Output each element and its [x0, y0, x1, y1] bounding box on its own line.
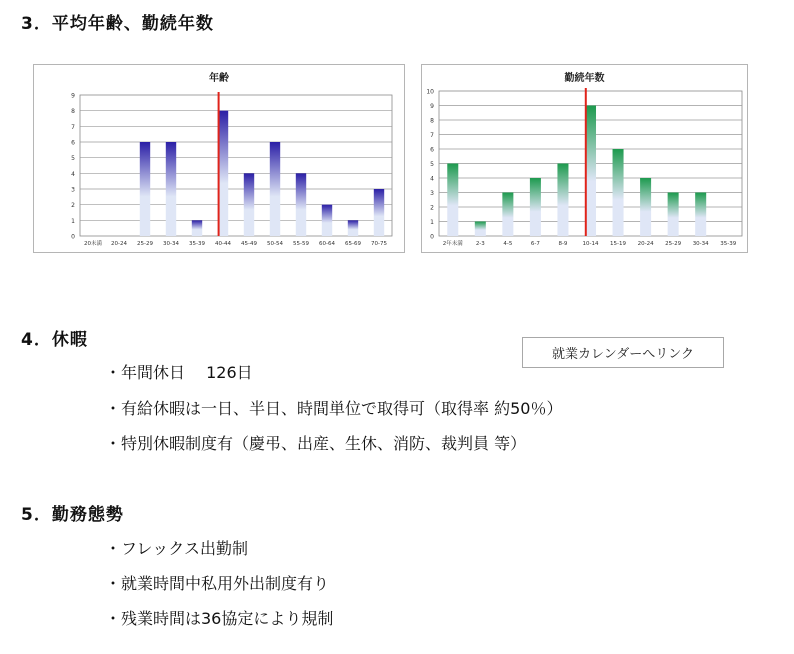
x-tick-label: 60-64	[319, 241, 335, 247]
y-tick-label: 2	[430, 204, 434, 212]
x-tick-label: 20-24	[637, 241, 654, 247]
x-tick-label: 45-49	[241, 241, 257, 247]
y-tick-label: 1	[71, 217, 75, 225]
work-item-private-outing: ・就業時間中私用外出制度有り	[105, 574, 330, 593]
x-tick-label: 35-39	[720, 241, 737, 247]
bar	[166, 142, 176, 236]
work-item-overtime: ・残業時間は36協定により規制	[105, 609, 334, 628]
chart-title: 勤続年数	[564, 73, 605, 84]
bar	[502, 193, 513, 237]
x-tick-label: 20-24	[111, 241, 127, 247]
vacation-item-paid-leave: ・有給休暇は一日、半日、時間単位で取得可（取得率 約50％）	[105, 399, 563, 418]
y-tick-label: 3	[430, 190, 434, 197]
work-calendar-link-button[interactable]: 就業カレンダーへリンク	[522, 337, 724, 368]
tenure-chart-svg	[422, 65, 747, 252]
y-tick-label: 3	[71, 186, 75, 194]
vacation-item-special-leave: ・特別休暇制度有（慶弔、出産、生休、消防、裁判員 等）	[105, 434, 527, 453]
bar	[475, 222, 486, 237]
y-tick-label: 2	[71, 202, 75, 210]
bar	[244, 173, 254, 236]
x-tick-label: 55-59	[293, 241, 309, 247]
bar	[447, 164, 458, 237]
bar	[695, 193, 706, 237]
bar	[270, 142, 280, 236]
bar	[192, 220, 202, 236]
bar	[322, 205, 332, 236]
y-tick-label: 5	[430, 161, 434, 168]
x-tick-label: 8-9	[558, 241, 568, 247]
x-tick-label: 15-19	[610, 241, 627, 247]
plot-area	[80, 95, 392, 236]
bar	[613, 149, 624, 236]
y-tick-label: 6	[430, 146, 434, 154]
y-tick-label: 10	[426, 88, 434, 96]
section-4-title: 4．休暇	[21, 330, 88, 350]
y-tick-label: 1	[430, 219, 434, 226]
tenure-chart	[421, 64, 748, 253]
x-tick-label: 20未満	[84, 241, 102, 247]
x-tick-label: 6-7	[530, 241, 540, 247]
bar	[557, 164, 568, 237]
x-tick-label: 25-29	[665, 241, 682, 247]
y-tick-label: 4	[71, 170, 75, 178]
bar	[374, 189, 384, 236]
x-tick-label: 30-34	[163, 241, 179, 247]
vacation-item-annual-holidays: ・年間休日 126日	[105, 363, 253, 382]
bar	[296, 173, 306, 236]
x-tick-label: 10-14	[582, 241, 599, 247]
y-tick-label: 8	[430, 117, 434, 125]
x-tick-label: 4-5	[503, 241, 513, 247]
y-tick-label: 9	[71, 92, 75, 100]
x-tick-label: 50-54	[267, 241, 283, 247]
x-tick-label: 2-3	[475, 241, 485, 247]
y-tick-label: 4	[430, 175, 434, 183]
y-tick-label: 7	[430, 132, 434, 139]
work-item-flex: ・フレックス出勤制	[105, 539, 249, 558]
age-chart	[33, 64, 405, 253]
chart-title: 年齢	[209, 73, 229, 84]
y-tick-label: 6	[71, 139, 75, 147]
x-tick-label: 2年未満	[442, 241, 463, 247]
y-tick-label: 5	[71, 155, 75, 163]
y-tick-label: 0	[71, 233, 75, 241]
x-tick-label: 70-75	[371, 241, 387, 247]
y-tick-label: 7	[71, 123, 75, 131]
bar	[348, 220, 358, 236]
bar	[140, 142, 150, 236]
section-5-title: 5．勤務態勢	[21, 505, 124, 525]
age-chart-svg	[34, 65, 404, 252]
x-tick-label: 35-39	[189, 241, 205, 247]
x-tick-label: 65-69	[345, 241, 361, 247]
bar	[668, 193, 679, 237]
x-tick-label: 30-34	[692, 241, 709, 247]
bar	[530, 178, 541, 236]
y-tick-label: 0	[430, 233, 434, 241]
bar	[640, 178, 651, 236]
y-tick-label: 8	[71, 108, 75, 116]
x-tick-label: 40-44	[215, 241, 231, 247]
x-tick-label: 25-29	[137, 241, 153, 247]
section-3-title: 3．平均年齢、勤続年数	[21, 14, 214, 34]
y-tick-label: 9	[430, 103, 434, 110]
